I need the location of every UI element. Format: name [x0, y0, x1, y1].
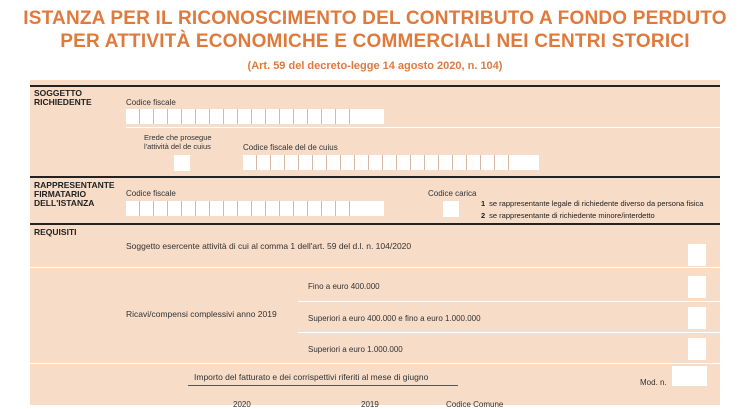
- year-2019-label: 2019: [361, 400, 379, 409]
- codice-carica-input[interactable]: [443, 201, 459, 217]
- row-separator: [30, 267, 720, 268]
- row-separator: [298, 332, 720, 333]
- row-separator: [126, 127, 720, 128]
- soggetto-section-label: SOGGETTO RICHIEDENTE: [34, 88, 92, 107]
- form-body: [30, 80, 720, 409]
- erede-label: Erede che prosegue l'attività del de cuius: [144, 133, 212, 151]
- codice-carica-label: Codice carica: [428, 189, 477, 198]
- mod-n-label: Mod. n.: [640, 378, 667, 387]
- carica-note-2: 2 se rappresentante di richiedente minore/interdetto: [481, 211, 655, 220]
- codice-comune-label: Codice Comune: [446, 400, 504, 409]
- fino-400-label: Fino a euro 400.000: [308, 282, 380, 291]
- carica-note-1: 1 se rappresentante legale di richiedente diverso da persona fisica: [481, 199, 704, 208]
- ricavi-label: Ricavi/compensi complessivi anno 2019: [126, 309, 277, 319]
- soggetto-esercente-checkbox[interactable]: [688, 244, 706, 266]
- tra-400-1000-label: Superiori a euro 400.000 e fino a euro 1.000.000: [308, 314, 481, 323]
- form-subtitle: (Art. 59 del decreto-legge 14 agosto 2020, n. 104): [247, 60, 503, 72]
- soggetto-esercente-label: Soggetto esercente attività di cui al comma 1 dell'art. 59 del d.l. n. 104/2020: [126, 241, 412, 251]
- year-2020-label: 2020: [233, 400, 251, 409]
- requisiti-section-label: REQUISITI: [34, 227, 77, 237]
- row-separator: [30, 363, 720, 364]
- section-divider: [30, 85, 720, 87]
- rappresentante-codice-fiscale-label: Codice fiscale: [126, 189, 176, 198]
- codice-fiscale-label: Codice fiscale: [126, 98, 176, 107]
- row-separator: [298, 301, 720, 302]
- codice-fiscale-de-cuius-input[interactable]: [243, 155, 539, 170]
- rappresentante-section-label: RAPPRESENTANTE FIRMATARIO DELL'ISTANZA: [34, 180, 115, 208]
- form-title-line1: ISTANZA PER IL RICONOSCIMENTO DEL CONTRIBUTO A FONDO PERDUTO: [23, 8, 727, 29]
- importo-underline: [188, 385, 458, 386]
- mod-n-input[interactable]: [672, 366, 707, 386]
- section-divider: [30, 176, 720, 178]
- oltre-1000-label: Superiori a euro 1.000.000: [308, 345, 403, 354]
- tra-400-1000-checkbox[interactable]: [688, 307, 706, 329]
- codice-fiscale-input[interactable]: [126, 109, 384, 124]
- codice-fiscale-de-cuius-label: Codice fiscale del de cuius: [243, 143, 338, 152]
- importo-label: Importo del fatturato e dei corrispettivi riferiti al mese di giugno: [194, 372, 429, 382]
- oltre-1000-checkbox[interactable]: [688, 338, 706, 360]
- form-title-line2: PER ATTIVITÀ ECONOMICHE E COMMERCIALI NEI CENTRI STORICI: [60, 31, 690, 52]
- rappresentante-codice-fiscale-input[interactable]: [126, 201, 384, 216]
- section-divider: [30, 223, 720, 225]
- erede-checkbox[interactable]: [174, 155, 190, 171]
- fino-400-checkbox[interactable]: [688, 276, 706, 298]
